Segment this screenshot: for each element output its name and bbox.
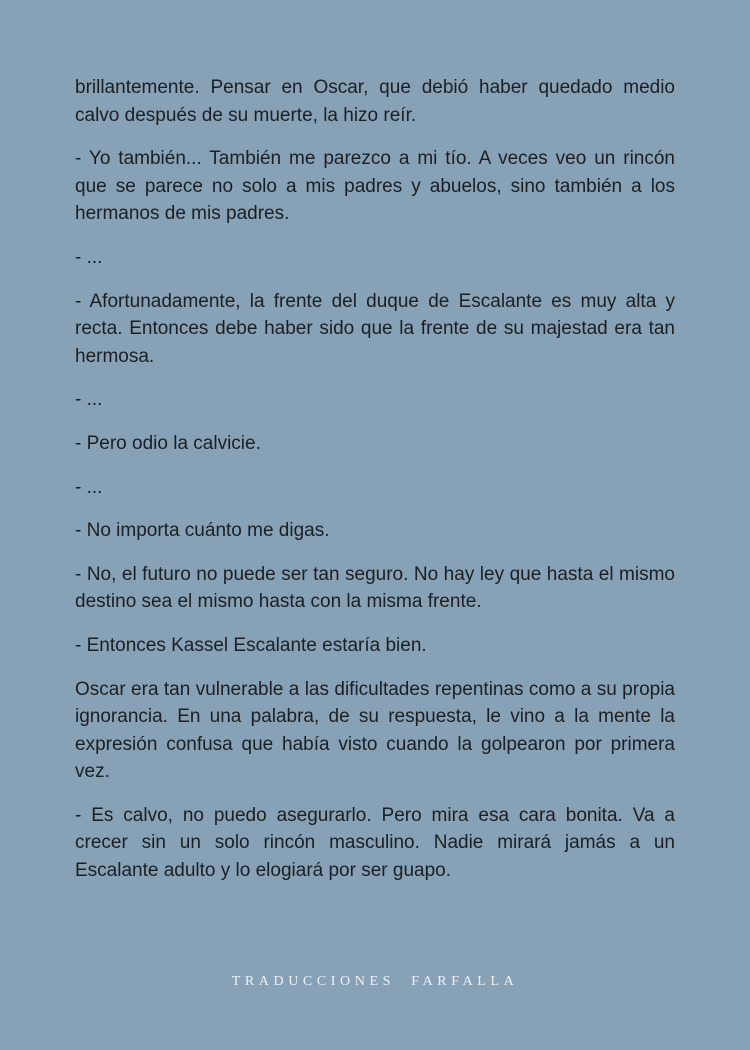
footer-credit: TRADUCCIONES FARFALLA — [231, 974, 519, 989]
paragraph: Oscar era tan vulnerable a las dificultades repentinas como a su propia ignorancia. En una palabra, de su respuesta, le vino a la mente la expresión confusa que había visto cuando la golpearon por primera vez. — [75, 678, 675, 783]
paragraph: - ... — [75, 389, 103, 411]
paragraph: - ... — [75, 246, 103, 268]
paragraph: brillantemente. Pensar en Oscar, que debió haber quedado medio calvo después de su muerte, la hizo reír. — [75, 77, 675, 126]
paragraph: - Es calvo, no puedo asegurarlo. Pero mira esa cara bonita. Va a crecer sin un solo rincón masculino. Nadie mirará jamás a un Escalante adulto y lo elogiará por ser guapo. — [75, 804, 675, 882]
paragraph: - Afortunadamente, la frente del duque de Escalante es muy alta y recta. Entonces debe haber sido que la frente de su majestad era tan hermosa. — [75, 290, 675, 367]
paragraph: - ... — [75, 476, 103, 498]
paragraph: - Pero odio la calvicie. — [75, 432, 261, 454]
paragraph: - Yo también... También me parezco a mi tío. A veces veo un rincón que se parece no solo a mis padres y abuelos, sino también a los hermanos de mis padres. — [75, 148, 675, 225]
page-body — [75, 74, 675, 901]
paragraph: - No, el futuro no puede ser tan seguro. No hay ley que hasta el mismo destino sea el mismo hasta con la misma frente. — [75, 563, 675, 613]
paragraph: - Entonces Kassel Escalante estaría bien. — [75, 634, 427, 656]
paragraph: - No importa cuánto me digas. — [75, 520, 330, 542]
